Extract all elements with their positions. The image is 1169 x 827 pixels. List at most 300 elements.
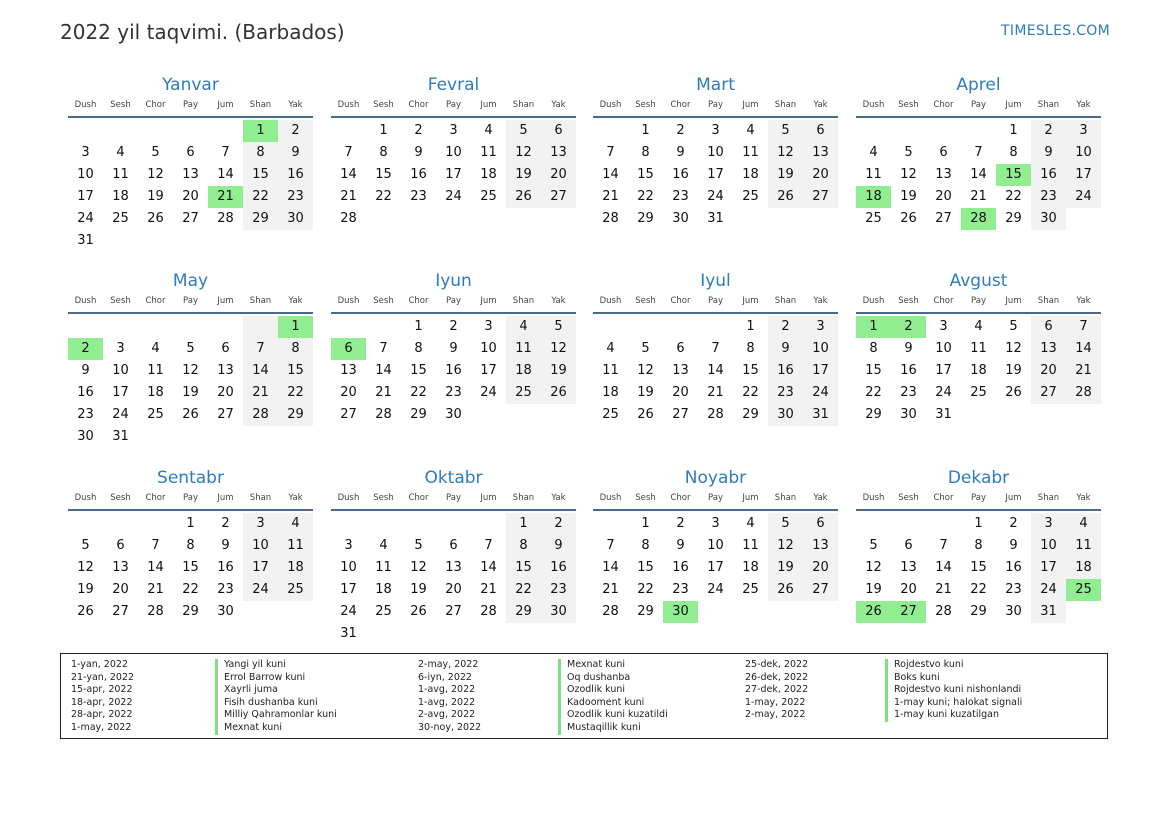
weekday-label: Chor <box>145 493 166 503</box>
day-cell: 26 <box>541 382 576 404</box>
legend-holiday-name: Rojdestvo kuni nishonlandi <box>885 684 1022 697</box>
weekday-label: Shan <box>512 493 535 503</box>
day-cell: 8 <box>186 538 195 553</box>
day-cell: 15 <box>506 557 541 579</box>
day-cell: 18 <box>147 385 164 400</box>
empty-cell <box>208 120 243 142</box>
day-cell: 1 <box>186 516 195 531</box>
weekday-label: Shan <box>512 100 535 110</box>
day-cell: 15 <box>278 360 313 382</box>
day-cell: 26 <box>182 407 199 422</box>
weekday-label: Sesh <box>373 296 394 306</box>
day-cell: 26 <box>768 579 803 601</box>
day-cell: 21 <box>243 382 278 404</box>
day-cell: 16 <box>541 557 576 579</box>
weekday-header <box>331 98 576 118</box>
legend-dates-col-1 <box>71 659 134 735</box>
day-cell: 30 <box>1031 208 1066 230</box>
day-cell: 24 <box>445 189 462 204</box>
day-cell: 13 <box>900 560 917 575</box>
weekday-label: Sesh <box>635 100 656 110</box>
month-name: Iyun <box>435 271 472 291</box>
empty-cell <box>331 120 366 142</box>
weekday-label: Sesh <box>635 493 656 503</box>
empty-cell <box>663 316 698 338</box>
empty-cell <box>331 513 366 535</box>
weekday-label: Shan <box>1037 296 1060 306</box>
day-cell: 19 <box>506 164 541 186</box>
day-cell: 2 <box>768 316 803 338</box>
day-cell: 25 <box>742 582 759 597</box>
day-cell: 22 <box>742 385 759 400</box>
day-cell: 31 <box>803 404 838 426</box>
day-cell: 6 <box>186 145 195 160</box>
day-cell: 17 <box>340 582 357 597</box>
day-cell: 12 <box>865 560 882 575</box>
legend-date: 2-may, 2022 <box>418 659 479 670</box>
empty-cell <box>331 316 366 338</box>
day-cell: 29 <box>742 407 759 422</box>
day-cell: 8 <box>641 145 650 160</box>
day-cell: 23 <box>768 382 803 404</box>
day-cell: 29 <box>182 604 199 619</box>
day-cell: 16 <box>278 164 313 186</box>
day-cell: 1 <box>1009 123 1018 138</box>
day-cell: 12 <box>147 167 164 182</box>
weekday-label: Chor <box>408 493 429 503</box>
day-cell: 25 <box>970 385 987 400</box>
day-grid <box>593 120 838 230</box>
day-cell: 14 <box>340 167 357 182</box>
day-cell: 4 <box>506 316 541 338</box>
day-cell: 25 <box>375 604 392 619</box>
weekday-label: Yak <box>813 296 828 306</box>
day-cell: 13 <box>803 142 838 164</box>
day-cell: 7 <box>939 538 948 553</box>
day-cell: 10 <box>707 538 724 553</box>
weekday-label: Sesh <box>898 296 919 306</box>
day-cell: 20 <box>803 164 838 186</box>
day-cell: 16 <box>900 363 917 378</box>
day-cell: 16 <box>77 385 94 400</box>
day-cell: 19 <box>865 582 882 597</box>
day-grid <box>331 316 576 426</box>
weekday-label: Dush <box>862 493 885 503</box>
legend-holiday-name: Oq dushanba <box>558 672 668 685</box>
day-cell: 22 <box>375 189 392 204</box>
day-cell: 23 <box>278 186 313 208</box>
day-cell: 10 <box>77 167 94 182</box>
day-cell: 3 <box>81 145 90 160</box>
day-cell: 8 <box>869 341 878 356</box>
day-cell: 24 <box>935 385 952 400</box>
weekday-label: Jum <box>480 100 497 110</box>
day-grid <box>593 316 838 426</box>
weekday-header <box>331 491 576 511</box>
day-cell: 4 <box>746 123 755 138</box>
day-cell: 23 <box>410 189 427 204</box>
day-cell: 11 <box>970 341 987 356</box>
day-cell: 31 <box>112 429 129 444</box>
day-cell: 18 <box>970 363 987 378</box>
weekday-header <box>593 491 838 511</box>
empty-cell <box>138 120 173 142</box>
legend-holiday-name: 1-may kuni kuzatilgan <box>885 709 1022 722</box>
day-cell: 20 <box>803 557 838 579</box>
day-cell: 9 <box>768 338 803 360</box>
weekday-header <box>331 294 576 314</box>
day-cell: 3 <box>711 516 720 531</box>
day-cell: 26 <box>147 211 164 226</box>
day-cell: 13 <box>445 560 462 575</box>
day-cell: 1 <box>641 123 650 138</box>
day-cell: 14 <box>147 560 164 575</box>
day-cell: 30 <box>278 208 313 230</box>
day-cell: 28 <box>480 604 497 619</box>
day-cell: 8 <box>746 341 755 356</box>
weekday-header <box>856 294 1101 314</box>
legend-holiday-name: Mexnat kuni <box>215 722 337 735</box>
day-cell: 10 <box>445 145 462 160</box>
day-cell: 25 <box>865 211 882 226</box>
legend-holiday-name: Ozodlik kuni <box>558 684 668 697</box>
day-cell: 29 <box>637 604 654 619</box>
day-cell: 24 <box>1066 186 1101 208</box>
day-cell: 20 <box>112 582 129 597</box>
day-cell: 7 <box>243 338 278 360</box>
day-cell: 4 <box>484 123 493 138</box>
day-cell: 6 <box>1031 316 1066 338</box>
empty-cell <box>103 316 138 338</box>
day-cell: 18 <box>375 582 392 597</box>
weekday-label: Yak <box>1076 493 1091 503</box>
legend-date: 6-iyn, 2022 <box>418 671 472 683</box>
day-cell: 28 <box>1066 382 1101 404</box>
day-cell: 22 <box>1005 189 1022 204</box>
day-cell: 23 <box>217 582 234 597</box>
day-cell: 2 <box>676 516 685 531</box>
day-cell: 15 <box>865 363 882 378</box>
page-title: 2022 yil taqvimi. (Barbados) <box>60 20 345 44</box>
day-cell: 25 <box>278 579 313 601</box>
day-cell: 31 <box>935 407 952 422</box>
month-name: May <box>172 271 209 291</box>
weekday-label: Shan <box>1037 100 1060 110</box>
day-cell: 7 <box>221 145 230 160</box>
day-cell: 19 <box>77 582 94 597</box>
weekday-label: Sesh <box>373 100 394 110</box>
day-cell: 12 <box>900 167 917 182</box>
weekday-label: Pay <box>708 100 723 110</box>
legend-date: 26-dek, 2022 <box>745 671 809 683</box>
day-cell: 15 <box>182 560 199 575</box>
weekday-label: Dush <box>337 493 360 503</box>
day-cell: 8 <box>1009 145 1018 160</box>
weekday-label: Yak <box>288 296 303 306</box>
day-cell: 8 <box>278 338 313 360</box>
day-cell: 28 <box>707 407 724 422</box>
weekday-header <box>68 491 313 511</box>
legend-date: 30-noy, 2022 <box>418 721 482 733</box>
empty-cell <box>208 316 243 338</box>
day-cell: 14 <box>935 560 952 575</box>
empty-cell <box>961 120 996 142</box>
empty-cell <box>103 120 138 142</box>
brand-link[interactable]: TIMESLES.COM <box>1001 23 1110 39</box>
weekday-label: Yak <box>813 493 828 503</box>
empty-cell <box>366 513 401 535</box>
day-cell: 8 <box>506 535 541 557</box>
day-cell: 26 <box>506 186 541 208</box>
day-cell: 17 <box>445 167 462 182</box>
day-cell: 5 <box>768 513 803 535</box>
day-cell: 12 <box>541 338 576 360</box>
day-cell: 14 <box>602 560 619 575</box>
day-cell: 2 <box>68 338 103 360</box>
day-cell: 30 <box>900 407 917 422</box>
legend-date: 1-yan, 2022 <box>71 659 128 670</box>
month-name: Mart <box>696 75 735 95</box>
legend-date: 1-may, 2022 <box>745 696 806 708</box>
day-cell: 30 <box>1005 604 1022 619</box>
weekday-label: Sesh <box>110 100 131 110</box>
day-cell: 5 <box>904 145 913 160</box>
day-cell: 3 <box>116 341 125 356</box>
holiday-legend <box>60 653 1108 739</box>
month-mart <box>593 74 838 230</box>
empty-cell <box>401 513 436 535</box>
weekday-label: Chor <box>145 296 166 306</box>
day-cell: 14 <box>375 363 392 378</box>
empty-cell <box>856 120 891 142</box>
weekday-label: Pay <box>708 296 723 306</box>
legend-date: 18-apr, 2022 <box>71 696 133 708</box>
day-cell: 9 <box>541 535 576 557</box>
day-cell: 12 <box>506 142 541 164</box>
empty-cell <box>593 513 628 535</box>
day-cell: 24 <box>112 407 129 422</box>
legend-date: 25-dek, 2022 <box>745 659 809 670</box>
day-cell: 15 <box>410 363 427 378</box>
weekday-label: Sesh <box>110 493 131 503</box>
day-cell: 6 <box>939 145 948 160</box>
day-cell: 19 <box>147 189 164 204</box>
weekday-header <box>68 98 313 118</box>
day-cell: 12 <box>637 363 654 378</box>
empty-cell <box>926 120 961 142</box>
day-cell: 16 <box>768 360 803 382</box>
day-cell: 29 <box>970 604 987 619</box>
day-cell: 12 <box>768 142 803 164</box>
day-cell: 7 <box>379 341 388 356</box>
weekday-label: Chor <box>933 493 954 503</box>
empty-cell <box>103 513 138 535</box>
day-cell: 27 <box>217 407 234 422</box>
day-cell: 17 <box>707 167 724 182</box>
legend-date: 27-dek, 2022 <box>745 684 809 696</box>
day-cell: 9 <box>676 538 685 553</box>
weekday-header <box>856 491 1101 511</box>
day-cell: 20 <box>900 582 917 597</box>
day-cell: 26 <box>900 211 917 226</box>
day-cell: 21 <box>970 189 987 204</box>
empty-cell <box>471 513 506 535</box>
day-cell: 2 <box>1031 120 1066 142</box>
day-cell: 29 <box>637 211 654 226</box>
month-sentabr <box>68 467 313 623</box>
empty-cell <box>243 316 278 338</box>
day-cell: 6 <box>221 341 230 356</box>
weekday-label: Pay <box>708 493 723 503</box>
day-cell: 6 <box>803 513 838 535</box>
weekday-label: Chor <box>933 100 954 110</box>
day-cell: 10 <box>340 560 357 575</box>
legend-holiday-name: Kadooment kuni <box>558 697 668 710</box>
day-cell: 14 <box>1066 338 1101 360</box>
day-cell: 9 <box>221 538 230 553</box>
month-may <box>68 270 313 448</box>
day-cell: 10 <box>1031 535 1066 557</box>
day-cell: 18 <box>602 385 619 400</box>
day-cell: 30 <box>541 601 576 623</box>
legend-holiday-name: Boks kuni <box>885 672 1022 685</box>
weekday-label: Chor <box>670 296 691 306</box>
day-grid <box>331 120 576 230</box>
day-cell: 31 <box>1031 601 1066 623</box>
day-cell: 18 <box>480 167 497 182</box>
day-cell: 14 <box>243 360 278 382</box>
day-cell: 17 <box>935 363 952 378</box>
day-cell: 11 <box>1066 535 1101 557</box>
day-cell: 2 <box>1009 516 1018 531</box>
day-cell: 19 <box>900 189 917 204</box>
day-cell: 5 <box>81 538 90 553</box>
day-cell: 5 <box>414 538 423 553</box>
day-cell: 21 <box>602 582 619 597</box>
day-cell: 24 <box>707 582 724 597</box>
day-cell: 20 <box>445 582 462 597</box>
month-name: Avgust <box>949 271 1008 291</box>
legend-date: 2-avg, 2022 <box>418 709 476 721</box>
day-cell: 27 <box>803 186 838 208</box>
day-cell: 19 <box>1005 363 1022 378</box>
day-cell: 18 <box>742 167 759 182</box>
empty-cell <box>68 513 103 535</box>
empty-cell <box>138 316 173 338</box>
day-cell: 28 <box>602 211 619 226</box>
day-cell: 23 <box>1031 186 1066 208</box>
day-cell: 28 <box>243 404 278 426</box>
day-cell: 5 <box>869 538 878 553</box>
day-cell: 8 <box>641 538 650 553</box>
month-aprel <box>856 74 1101 230</box>
weekday-label: Shan <box>249 296 272 306</box>
weekday-label: Dush <box>74 493 97 503</box>
day-cell: 19 <box>768 557 803 579</box>
day-cell: 26 <box>410 604 427 619</box>
day-cell: 10 <box>243 535 278 557</box>
day-cell: 29 <box>1005 211 1022 226</box>
day-cell: 17 <box>1066 164 1101 186</box>
day-cell: 16 <box>672 167 689 182</box>
day-cell: 11 <box>506 338 541 360</box>
day-cell: 3 <box>484 319 493 334</box>
day-cell: 19 <box>182 385 199 400</box>
day-cell: 8 <box>379 145 388 160</box>
day-cell: 27 <box>935 211 952 226</box>
day-cell: 20 <box>182 189 199 204</box>
weekday-label: Shan <box>774 493 797 503</box>
weekday-label: Chor <box>145 100 166 110</box>
weekday-label: Shan <box>774 296 797 306</box>
weekday-label: Dush <box>599 100 622 110</box>
day-cell: 24 <box>243 579 278 601</box>
empty-cell <box>138 513 173 535</box>
day-cell: 10 <box>935 341 952 356</box>
day-cell: 7 <box>1066 316 1101 338</box>
weekday-label: Chor <box>933 296 954 306</box>
weekday-label: Yak <box>1076 100 1091 110</box>
day-cell: 20 <box>1031 360 1066 382</box>
day-cell: 28 <box>147 604 164 619</box>
day-cell: 27 <box>340 407 357 422</box>
day-cell: 9 <box>81 363 90 378</box>
month-name: Noyabr <box>684 468 747 488</box>
day-cell: 13 <box>1031 338 1066 360</box>
weekday-label: Dush <box>862 100 885 110</box>
day-cell: 2 <box>449 319 458 334</box>
day-cell: 23 <box>672 189 689 204</box>
day-cell: 12 <box>77 560 94 575</box>
month-name: Iyul <box>700 271 731 291</box>
day-cell: 29 <box>410 407 427 422</box>
legend-holiday-name: Ozodlik kuni kuzatildi <box>558 709 668 722</box>
day-cell: 12 <box>768 535 803 557</box>
day-cell: 19 <box>410 582 427 597</box>
weekday-label: Jum <box>742 296 759 306</box>
day-grid <box>68 513 313 623</box>
day-cell: 26 <box>637 407 654 422</box>
day-cell: 26 <box>77 604 94 619</box>
empty-cell <box>173 316 208 338</box>
day-cell: 1 <box>974 516 983 531</box>
legend-names-col-1 <box>215 659 337 735</box>
day-cell: 13 <box>112 560 129 575</box>
day-cell: 30 <box>672 211 689 226</box>
day-grid <box>593 513 838 623</box>
day-cell: 25 <box>602 407 619 422</box>
day-cell: 29 <box>506 601 541 623</box>
legend-holiday-name: Xayrli juma <box>215 684 337 697</box>
day-cell: 9 <box>414 145 423 160</box>
month-name: Fevral <box>427 75 480 95</box>
weekday-label: Yak <box>1076 296 1091 306</box>
day-cell: 14 <box>602 167 619 182</box>
day-cell: 28 <box>935 604 952 619</box>
day-cell: 29 <box>865 407 882 422</box>
day-cell: 4 <box>379 538 388 553</box>
day-cell: 20 <box>672 385 689 400</box>
day-cell: 22 <box>865 385 882 400</box>
empty-cell <box>926 513 961 535</box>
day-cell: 16 <box>1031 164 1066 186</box>
day-cell: 24 <box>707 189 724 204</box>
day-cell: 30 <box>768 404 803 426</box>
day-cell: 16 <box>410 167 427 182</box>
day-cell: 2 <box>676 123 685 138</box>
weekday-label: Shan <box>512 296 535 306</box>
day-cell: 20 <box>541 164 576 186</box>
